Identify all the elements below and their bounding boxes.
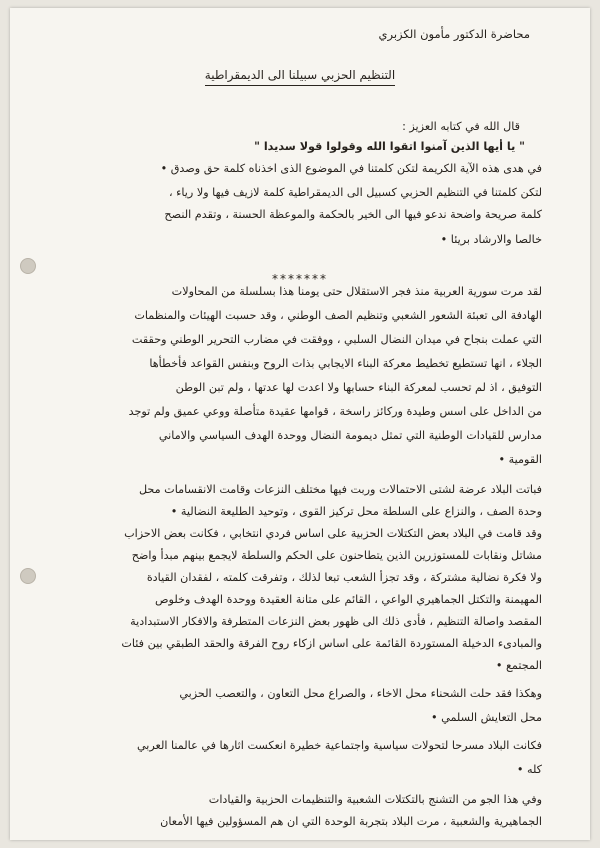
text-line: فكانت البلاد مسرحا لتحولات سياسية واجتماعية خطيرة انعكست اثارها في عالمنا العربي: [136, 739, 542, 752]
text-line: خالصا والارشاد بريئا •: [440, 233, 542, 246]
text-line: التي عملت بنجاح في ميدان النضال السلبي ، ووفقت في مضارب التحرير الوطني وحققت: [131, 333, 542, 346]
text-line: كلمة صريحة واضحة ندعو فيها الى الخير بالحكمة والموعظة الحسنة ، وتقدم النصح: [164, 208, 542, 221]
text-line: وهكذا فقد حلت الشحناء محل الاخاء ، والصراع محل التعاون ، والتعصب الحزبي: [179, 687, 542, 700]
section-separator: *******: [272, 272, 328, 286]
text-line: المجتمع •: [495, 659, 542, 672]
text-line: والمبادىء الدخيلة المستوردة القائمة على اساس ازكاء روح الفرقة والحقد الطبقي بين فئات: [121, 637, 542, 650]
text-line: مدارس للقيادات الوطنية التي تمثل ديمومة النضال ووحدة الهدف السياسي والاماني: [158, 429, 542, 442]
text-line: الهادفة الى تعبئة الشعور الشعبي وتنظيم الصف الوطني ، وقد حسبت الهيئات والمنظمات: [134, 309, 542, 322]
document-page: [10, 8, 590, 840]
text-line: من الداخل على اسس وطيدة وركائز راسخة ، قوامها عقيدة متأصلة ووعي عميق ولم توجد: [128, 405, 542, 418]
document-title: [10, 68, 590, 82]
text-line: وحدة الصف ، والنزاع على السلطة محل تركيز القوى ، وتوحيد الطليعة النضالية •: [170, 505, 542, 518]
text-line: المهيمنة والتكتل الجماهيري الواعي ، القائم على متانة العقيدة ووحدة الهدف وخلوص: [155, 593, 542, 606]
text-line: المقصد واصالة التنظيم ، فأدى ذلك الى ظهور بعض النزعات المتطرفة والافكار الاستبدادية: [130, 615, 542, 628]
text-line: وقد قامت في البلاد بعض التكتلات الحزبية على اساس فردي انتخابي ، فكانت بعض الاحزاب: [124, 527, 542, 540]
text-line: التوفيق ، اذ لم تحسب لمعركة البناء حسابها ولا اعدت لها عدتها ، ولم تبن الوطن: [175, 381, 542, 394]
text-line: ولا فكرة نضالية مشتركة ، وقد تجزأ الشعب تبعا لذلك ، وتفرقت كلمته ، لفقدان القيادة: [146, 571, 542, 584]
text-line: مشاتل ونقابات للمستوزرين الذين يتطاحنون على الحكم والسلطة لايجمع بينهم مبدأ واضح: [131, 549, 542, 562]
text-line: وفي هذا الجو من التشنج بالتكتلات الشعبية والتنظيمات الحزبية والقيادات: [208, 793, 542, 806]
text-line: فباتت البلاد عرضة لشتى الاحتمالات وربت فيها مختلف النزعات وقامت الانقسامات محل: [138, 483, 542, 496]
text-line: الجماهيرية والشعبية ، مرت البلاد بتجربة الوحدة التي ان هم المسؤولين فيها الأمعان: [160, 815, 542, 828]
text-line: الجلاء ، انها تستطيع تخطيط معركة البناء الايجابي بذات الروح وبنفس القواعد فأخطأها: [149, 357, 542, 370]
title-text: التنظيم الحزبي سبيلنا الى الديمقراطية: [205, 68, 395, 86]
text-line: لتكن كلمتنا في التنظيم الحزبي كسبيل الى الديمقراطية كلمة لازيف فيها ولا رياء ،: [168, 186, 542, 199]
quote-line: " يا أيها الذين آمنوا اتقوا الله وقولوا قولا سديدا ": [254, 140, 525, 153]
text-line: محل التعايش السلمي •: [430, 711, 542, 724]
punch-hole: [20, 568, 36, 584]
author-line: محاضرة الدكتور مأمون الكزبري: [378, 27, 530, 41]
text-line: قال الله في كتابه العزيز :: [402, 120, 520, 133]
text-line: كله •: [516, 763, 542, 776]
text-line: في هدى هذه الآية الكريمة لتكن كلمتنا في الموضوع الذى اخذناه كلمة حق وصدق •: [160, 162, 542, 175]
text-line: القومية •: [498, 453, 542, 466]
text-line: لقد مرت سورية العربية منذ فجر الاستقلال حتى يومنا هذا بسلسلة من المحاولات: [171, 285, 542, 298]
